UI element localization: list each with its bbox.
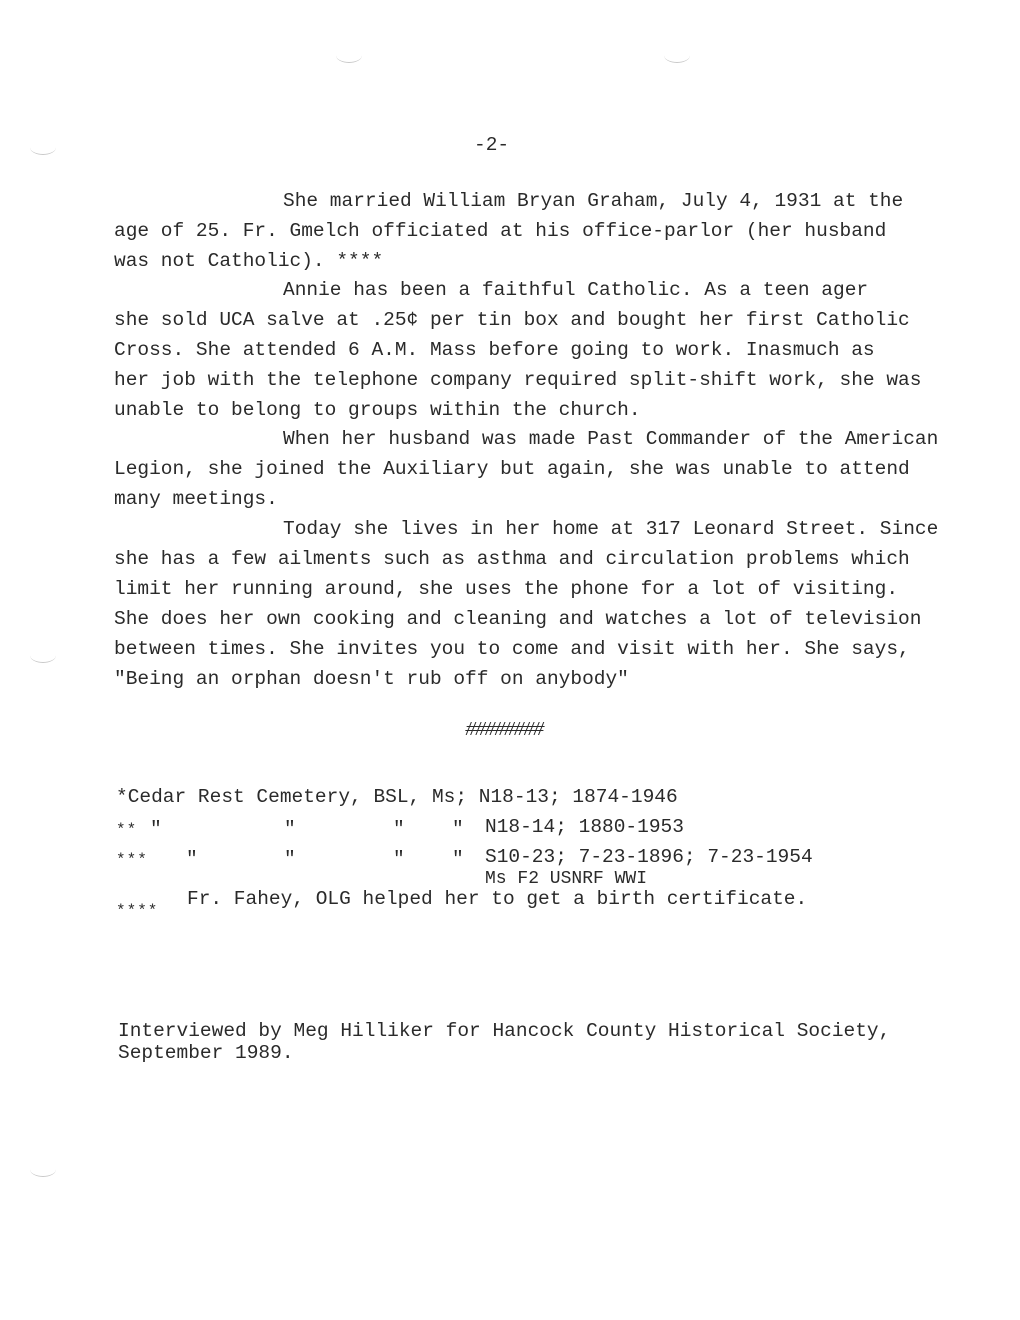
ditto-mark: ": [393, 848, 405, 870]
body-line: Annie has been a faithful Catholic. As a teen ager: [283, 279, 869, 301]
body-line: she has a few ailments such as asthma and circulation problems which: [114, 548, 910, 570]
footnote-3-text: S10-23; 7-23-1896; 7-23-1954: [485, 846, 813, 868]
body-line: Today she lives in her home at 317 Leonard Street. Since: [283, 518, 939, 540]
body-line: limit her running around, she uses the phone for a lot of visiting.: [114, 578, 899, 600]
body-line: she sold UCA salve at .25¢ per tin box and bought her first Catholic: [114, 309, 910, 331]
footnote-4-text: Fr. Fahey, OLG helped her to get a birth certificate.: [187, 888, 808, 910]
interview-date: September 1989.: [118, 1042, 294, 1064]
body-line: "Being an orphan doesn't rub off on anybody": [114, 668, 629, 690]
body-line: was not Catholic). ****: [114, 250, 384, 272]
body-line: Legion, she joined the Auxiliary but again, she was unable to attend: [114, 458, 910, 480]
body-line: her job with the telephone company required split-shift work, she was: [114, 369, 922, 391]
body-line: When her husband was made Past Commander of the American: [283, 428, 939, 450]
section-separator: ########: [465, 719, 543, 741]
ditto-mark: ": [452, 818, 464, 840]
interview-credit: Interviewed by Meg Hilliker for Hancock County Historical Society,: [118, 1020, 891, 1042]
body-line: between times. She invites you to come and visit with her. She says,: [114, 638, 910, 660]
ditto-mark: ": [393, 818, 405, 840]
ditto-mark: ": [284, 818, 296, 840]
ditto-mark: ": [284, 848, 296, 870]
ditto-mark: ": [186, 848, 198, 870]
footnote-2-text: N18-14; 1880-1953: [485, 816, 684, 838]
ditto-mark: ": [150, 818, 162, 840]
footnote-4-marker: ****: [116, 902, 159, 920]
footnote-3-subline: Ms F2 USNRF WWI: [485, 869, 648, 889]
body-line: She does her own cooking and cleaning and watches a lot of television: [114, 608, 922, 630]
punch-mark: [30, 140, 56, 155]
footnote-1: *Cedar Rest Cemetery, BSL, Ms; N18-13; 1874-1946: [116, 786, 678, 808]
punch-mark: [30, 648, 56, 663]
body-line: She married William Bryan Graham, July 4, 1931 at the: [283, 190, 904, 212]
footnote-3-marker: ***: [116, 851, 148, 869]
punch-mark: [30, 1162, 56, 1177]
body-line: age of 25. Fr. Gmelch officiated at his office-parlor (her husband: [114, 220, 887, 242]
ditto-mark: ": [452, 848, 464, 870]
body-line: Cross. She attended 6 A.M. Mass before going to work. Inasmuch as: [114, 339, 875, 361]
punch-mark: [664, 48, 690, 63]
punch-mark: [336, 48, 362, 63]
body-line: many meetings.: [114, 488, 278, 510]
footnote-2-marker: **: [116, 821, 138, 839]
body-line: unable to belong to groups within the church.: [114, 399, 641, 421]
page-number: -2-: [474, 134, 510, 156]
